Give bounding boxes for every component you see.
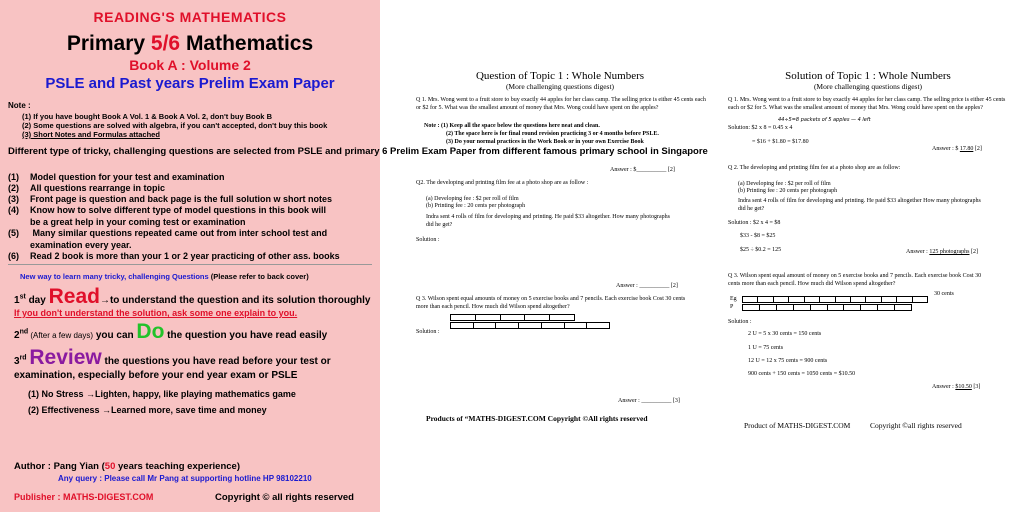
title-grade: 5/6	[150, 32, 181, 55]
solution-label: Solution :	[416, 329, 440, 335]
question-page	[410, 0, 710, 512]
q2-item-a: (a) Developing fee : $2 per roll of film	[426, 196, 519, 202]
question-3: Q 3. Wilson spent equal amounts of money on 5 exercise books and 7 pencils. Each exercise book Cost 30 cents more than each pencil. How much did Wilson spend altogether?	[416, 296, 686, 310]
q2-text: Indra sent 4 rolls of film for developing and printing. He paid $33 altogether. How many photographs did he get?	[426, 214, 670, 228]
benefit-item: (1) No Stress →Lighten, happy, like playing mathematics game	[28, 389, 296, 399]
step-review: 3rd Review the questions you have read before your test or	[14, 346, 331, 369]
read-word: Read	[48, 285, 100, 308]
solution-3-line: 1 U = 75 cents	[748, 345, 784, 351]
page-title: Solution of Topic 1 : Whole Numbers	[785, 70, 951, 82]
answer-1: Answer : $ 17.80 [2]	[932, 146, 982, 152]
note-line: (3) Do your normal practices in the Work Book or in your own Exercise Book	[446, 139, 644, 145]
bar-note: 30 cents	[934, 291, 954, 297]
bar-row	[450, 322, 610, 329]
q2-text: Indra sent 4 rolls of film for developing and printing. He paid $33 altogether How many photographs did he get?	[738, 198, 981, 212]
publisher-line: Publisher : MATHS-DIGEST.COM	[14, 492, 154, 502]
solution-2c: $25 ÷ $0.2 = 125	[740, 247, 782, 253]
step-read: 1st day Read→to understand the question and its solution thoroughly	[14, 285, 371, 308]
query-line: Any query : Please call Mr Pang at supporting hotline HP 98102210	[58, 474, 312, 483]
divider	[8, 264, 372, 265]
solution-3-line: 12 U = 12 x 75 cents = 900 cents	[748, 358, 828, 364]
note-item: (2) Some questions are solved with algebra, if you can't accepted, don't buy this book	[22, 121, 328, 130]
note-heading: Note :	[8, 101, 31, 110]
cover-copyright: Copyright © all rights reserved	[215, 492, 354, 503]
q2-item-a: (a) Developing fee : $2 per roll of film	[738, 181, 831, 187]
answer-2: Answer : 125 photographs [2]	[906, 249, 979, 255]
question-2: Q 2. The developing and printing film fee at a photo shop are as follow:	[728, 165, 901, 171]
author-line: Author : Pang Yian (50 years teaching experience)	[14, 461, 240, 472]
page-subtitle: (More challenging questions digest)	[813, 82, 923, 91]
title-post: Mathematics	[185, 32, 314, 55]
page-title: Question of Topic 1 : Whole Numbers	[475, 70, 645, 82]
book-title	[0, 32, 380, 56]
note-item: (1) If you have bought Book A Vol. 1 & Book A Vol. 2, don't buy Book B	[22, 112, 272, 121]
question-3: Q 3. Wilson spent equal amount of money on 5 exercise books and 7 pencils. Each exercise book Cost 30 cents more than each pencil. How much did Wilson spend altogether?	[728, 273, 982, 287]
solution-3-line: 900 cents + 150 cents = 1050 cents = $10.50	[748, 371, 856, 377]
step-review-cont: examination, especially before your end year exam or PSLE	[14, 370, 298, 381]
feature-item: (5) Many similar questions repeated came out from inter school test and examination every year.	[8, 228, 328, 250]
bar-row	[742, 296, 928, 303]
answer-line-3: Answer : __________ [3]	[618, 398, 680, 404]
question-1: Q 1. Mrs. Wong went to a fruit store to buy exactly 44 apples for her class camp. The selling price is either 45 cents each or $2 for 5. What was the smallest amount of money that Mrs. Wong could have spent on the apples?	[416, 97, 706, 111]
solution-page	[718, 0, 1018, 512]
benefit-item: (2) Effectiveness →Learned more, save time and money	[28, 405, 267, 415]
handwritten-note: 44÷5=8 packets of 5 apples — 4 left	[778, 117, 871, 123]
solution-2a: Solution : $2 x 4 = $8	[728, 220, 781, 226]
blank-bar-model	[450, 314, 620, 334]
brand-heading: READING'S MATHEMATICS	[93, 9, 287, 25]
answer-line-1: Answer : $__________ [2]	[610, 167, 675, 173]
bar-model	[742, 296, 932, 314]
solution-3-line: 2 U = 5 x 30 cents = 150 cents	[748, 331, 822, 337]
feature-item: (4) Know how to solve different type of model questions in this book will be a great help in your coming test or examination	[8, 205, 327, 227]
book-volume: Book A : Volume 2	[129, 57, 251, 73]
new-way-line: New way to learn many tricky, challenging Questions (Please refer to back cover)	[20, 272, 309, 281]
q2-item-b: (b) Printing fee : 20 cents per photograph	[426, 203, 526, 209]
psle-heading: PSLE and Past years Prelim Exam Paper	[45, 75, 335, 92]
page-footer-left: Product of MATHS-DIGEST.COM	[744, 421, 851, 430]
page-footer-right: Copyright ©all rights reserved	[870, 421, 962, 430]
feature-item: (6) Read 2 book is more than your 1 or 2 year practicing of other ass. books	[8, 251, 340, 261]
title-pre: Primary	[66, 32, 151, 55]
question-1: Q 1. Mrs. Wong went to a fruit store to buy exactly 44 apples for her class camp. The selling price is either 45 cents each or $2 for 5. What was the smallest amount of money that Mrs. Wong could have spent on the apples?	[728, 97, 1006, 111]
note-line: Note : (1) Keep all the space below the questions here neat and clean.	[424, 123, 600, 129]
solution-2b: $33 - $8 = $25	[740, 233, 776, 239]
page-footer: Products of “MATHS-DIGEST.COM Copyright ©All rights reserved	[426, 414, 648, 423]
review-word: Review	[29, 346, 102, 369]
note-item: (3) Short Notes and Formulas attached	[22, 130, 160, 139]
bar-label-p: P	[730, 304, 734, 310]
solution-label: Solution :	[728, 319, 752, 325]
feature-item: (1) Model question for your test and examination	[8, 172, 225, 182]
description: Different type of tricky, challenging questions are selected from PSLE and primary 6 Prelim Exam Paper from different famous primary school in Singapore	[8, 146, 708, 157]
step-do: 2nd (After a few days) you can Do the question you have read easily	[14, 320, 328, 343]
bar-row	[450, 314, 575, 321]
answer-line-2: Answer : __________ [2]	[616, 283, 678, 289]
note-line: (2) The space here is for final round revision practicing 3 or 4 months before PSLE.	[446, 131, 659, 137]
do-word: Do	[136, 320, 165, 343]
q2-item-b: (b) Printing fee : 20 cents per photograph	[738, 188, 838, 194]
solution-1a: Solution: $2 x 8 = 0.45 x 4	[728, 125, 793, 131]
solution-label: Solution :	[416, 237, 440, 243]
bar-row	[742, 304, 912, 311]
bar-label-eg: Eg	[730, 296, 737, 302]
page-subtitle: (More challenging questions digest)	[505, 82, 615, 91]
answer-3: Answer : $10.50 [3]	[932, 384, 981, 390]
read-warning: If you don't understand the solution, ask some one explain to you.	[14, 308, 298, 318]
feature-item: (3) Front page is question and back page is the full solution w short notes	[8, 194, 333, 204]
question-2: Q2. The developing and printing film fee at a photo shop are as follow :	[416, 180, 589, 186]
feature-item: (2) All questions rearrange in topic	[8, 183, 166, 193]
solution-1b: = $16 + $1.80 = $17.80	[752, 139, 809, 145]
